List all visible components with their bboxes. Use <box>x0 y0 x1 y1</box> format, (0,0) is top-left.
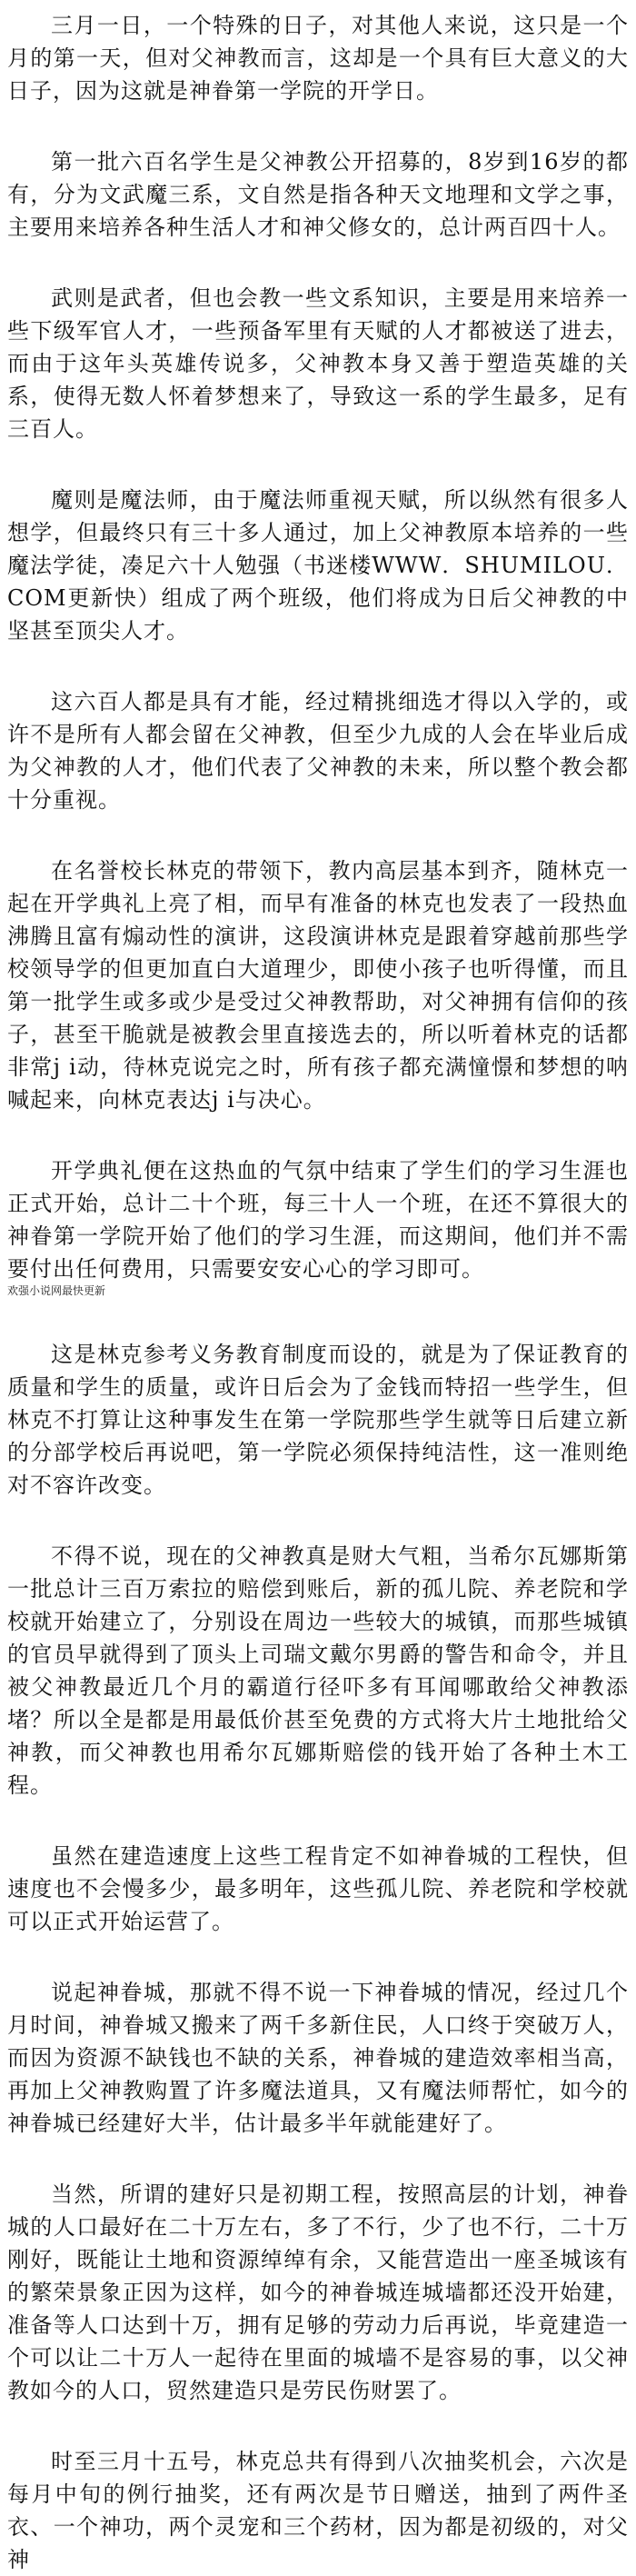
paragraph-11: 说起神眷城，那就不得不说一下神眷城的情况，经过几个月时间，神眷城又搬来了两千多新住民，人口终于突破万人，而因为资源不缺钱也不缺的关系，神眷城的建造效率相当高，再加上父神教购置了许多魔法道具，又有魔法师帮忙，如今的神眷城已经建好大半，估计最多半年就能建好了。 <box>7 1980 629 2136</box>
site-watermark-text: 欢强小说网最快更新 <box>7 1284 106 1297</box>
paragraph-3: 武则是武者，但也会教一些文系知识，主要是用来培养一些下级军官人才，一些预备军里有天赋的人才都被送了进去，而由于这年头英雄传说多，父神教本身又善于塑造英雄的关系，使得无数人怀着梦想来了，导致这一系的学生最多，足有三百人。 <box>7 285 629 442</box>
paragraph-2: 第一批六百名学生是父神教公开招募的，8岁到16岁的都有，分为文武魔三系，文自然是指各种天文地理和文学之事，主要用来培养各种生活人才和神父修女的，总计两百四十人。 <box>7 149 629 240</box>
paragraph-4: 魔则是魔法师，由于魔法师重视天赋，所以纵然有很多人想学，但最终只有三十多人通过，加上父神教原本培养的一些魔法学徒，凑足六十人勉强（书迷楼WWW．SHUMILOU．COM更新快）组成了两个班级，他们将成为日后父神教的中坚甚至顶尖人才。 <box>7 487 629 644</box>
paragraph-5: 这六百人都是具有才能，经过精挑细选才得以入学的，或许不是所有人都会留在父神教，但至少九成的人会在毕业后成为父神教的人才，他们代表了父神教的未来，所以整个教会都十分重视。 <box>7 689 629 813</box>
paragraph-7: 开学典礼便在这热血的气氛中结束了学生们的学习生涯也正式开始，总计二十个班，每三十人一个班，在还不算很大的神眷第一学院开始了他们的学习生涯，而这期间，他们并不需要付出任何费用，只需要安安心心的学习即可。 <box>7 1158 629 1282</box>
paragraph-6: 在名誉校长林克的带领下，教内高层基本到齐，随林克一起在开学典礼上亮了相，而早有准备的林克也发表了一段热血沸腾且富有煽动性的演讲，这段演讲林克是跟着穿越前那些学校领导学的但更加直白大道理少，即使小孩子也听得懂，而且第一批学生或多或少是受过父神教帮助，对父神拥有信仰的孩子，甚至干脆就是被教会里直接选去的，所以听着林克的话都非常j i动，待林克说完之时，所有孩子都充满憧憬和梦想的呐喊起来，向林克表达j i与决心。 <box>7 858 629 1113</box>
paragraph-1: 三月一日，一个特殊的日子，对其他人来说，这只是一个月的第一天，但对父神教而言，这却是一个具有巨大意义的大日子，因为这就是神眷第一学院的开学日。 <box>7 13 629 104</box>
paragraph-12: 当然，所谓的建好只是初期工程，按照高层的计划，神眷城的人口最好在二十万左右，多了不行，少了也不行，二十万刚好，既能让土地和资源绰绰有余，又能营造出一座圣城该有的繁荣景象正因为这样，如今的神眷城连城墙都还没开始建，准备等人口达到十万，拥有足够的劳动力后再说，毕竟建造一个可以让二十万人一起待在里面的城墙不是容易的事，以父神教如今的人口，贸然建造只是劳民伤财罢了。 <box>7 2182 629 2403</box>
paragraph-9: 不得不说，现在的父神教真是财大气粗，当希尔瓦娜斯第一批总计三百万索拉的赔偿到账后，新的孤儿院、养老院和学校就开始建立了，分别设在周边一些较大的城镇，而那些城镇的官员早就得到了顶头上司瑞文戴尔男爵的警告和命令，并且被父神教最近几个月的霸道行径吓多有耳闻哪敢给父神教添堵？所以全是都是用最低价甚至免费的方式将大片土地批给父神教，而父神教也用希尔瓦娜斯赔偿的钱开始了各种土木工程。 <box>7 1543 629 1798</box>
paragraph-10: 虽然在建造速度上这些工程肯定不如神眷城的工程快，但速度也不会慢多少，最多明年，这些孤儿院、养老院和学校就可以正式开始运营了。 <box>7 1843 629 1934</box>
paragraph-8: 这是林克参考义务教育制度而设的，就是为了保证教育的质量和学生的质量，或许日后会为了金钱而特招一些学生，但林克不打算让这种事发生在第一学院那些学生就等日后建立新的分部学校后再说吧，第一学院必须保持纯洁性，这一准则绝对不容许改变。 <box>7 1342 629 1498</box>
paragraph-13: 时至三月十五号，林克总共有得到八次抽奖机会，六次是每月中旬的例行抽奖，还有两次是节日赠送，抽到了两件圣衣、一个神功，两个灵宠和三个药材，因为都是初级的，对父神 <box>7 2449 629 2572</box>
